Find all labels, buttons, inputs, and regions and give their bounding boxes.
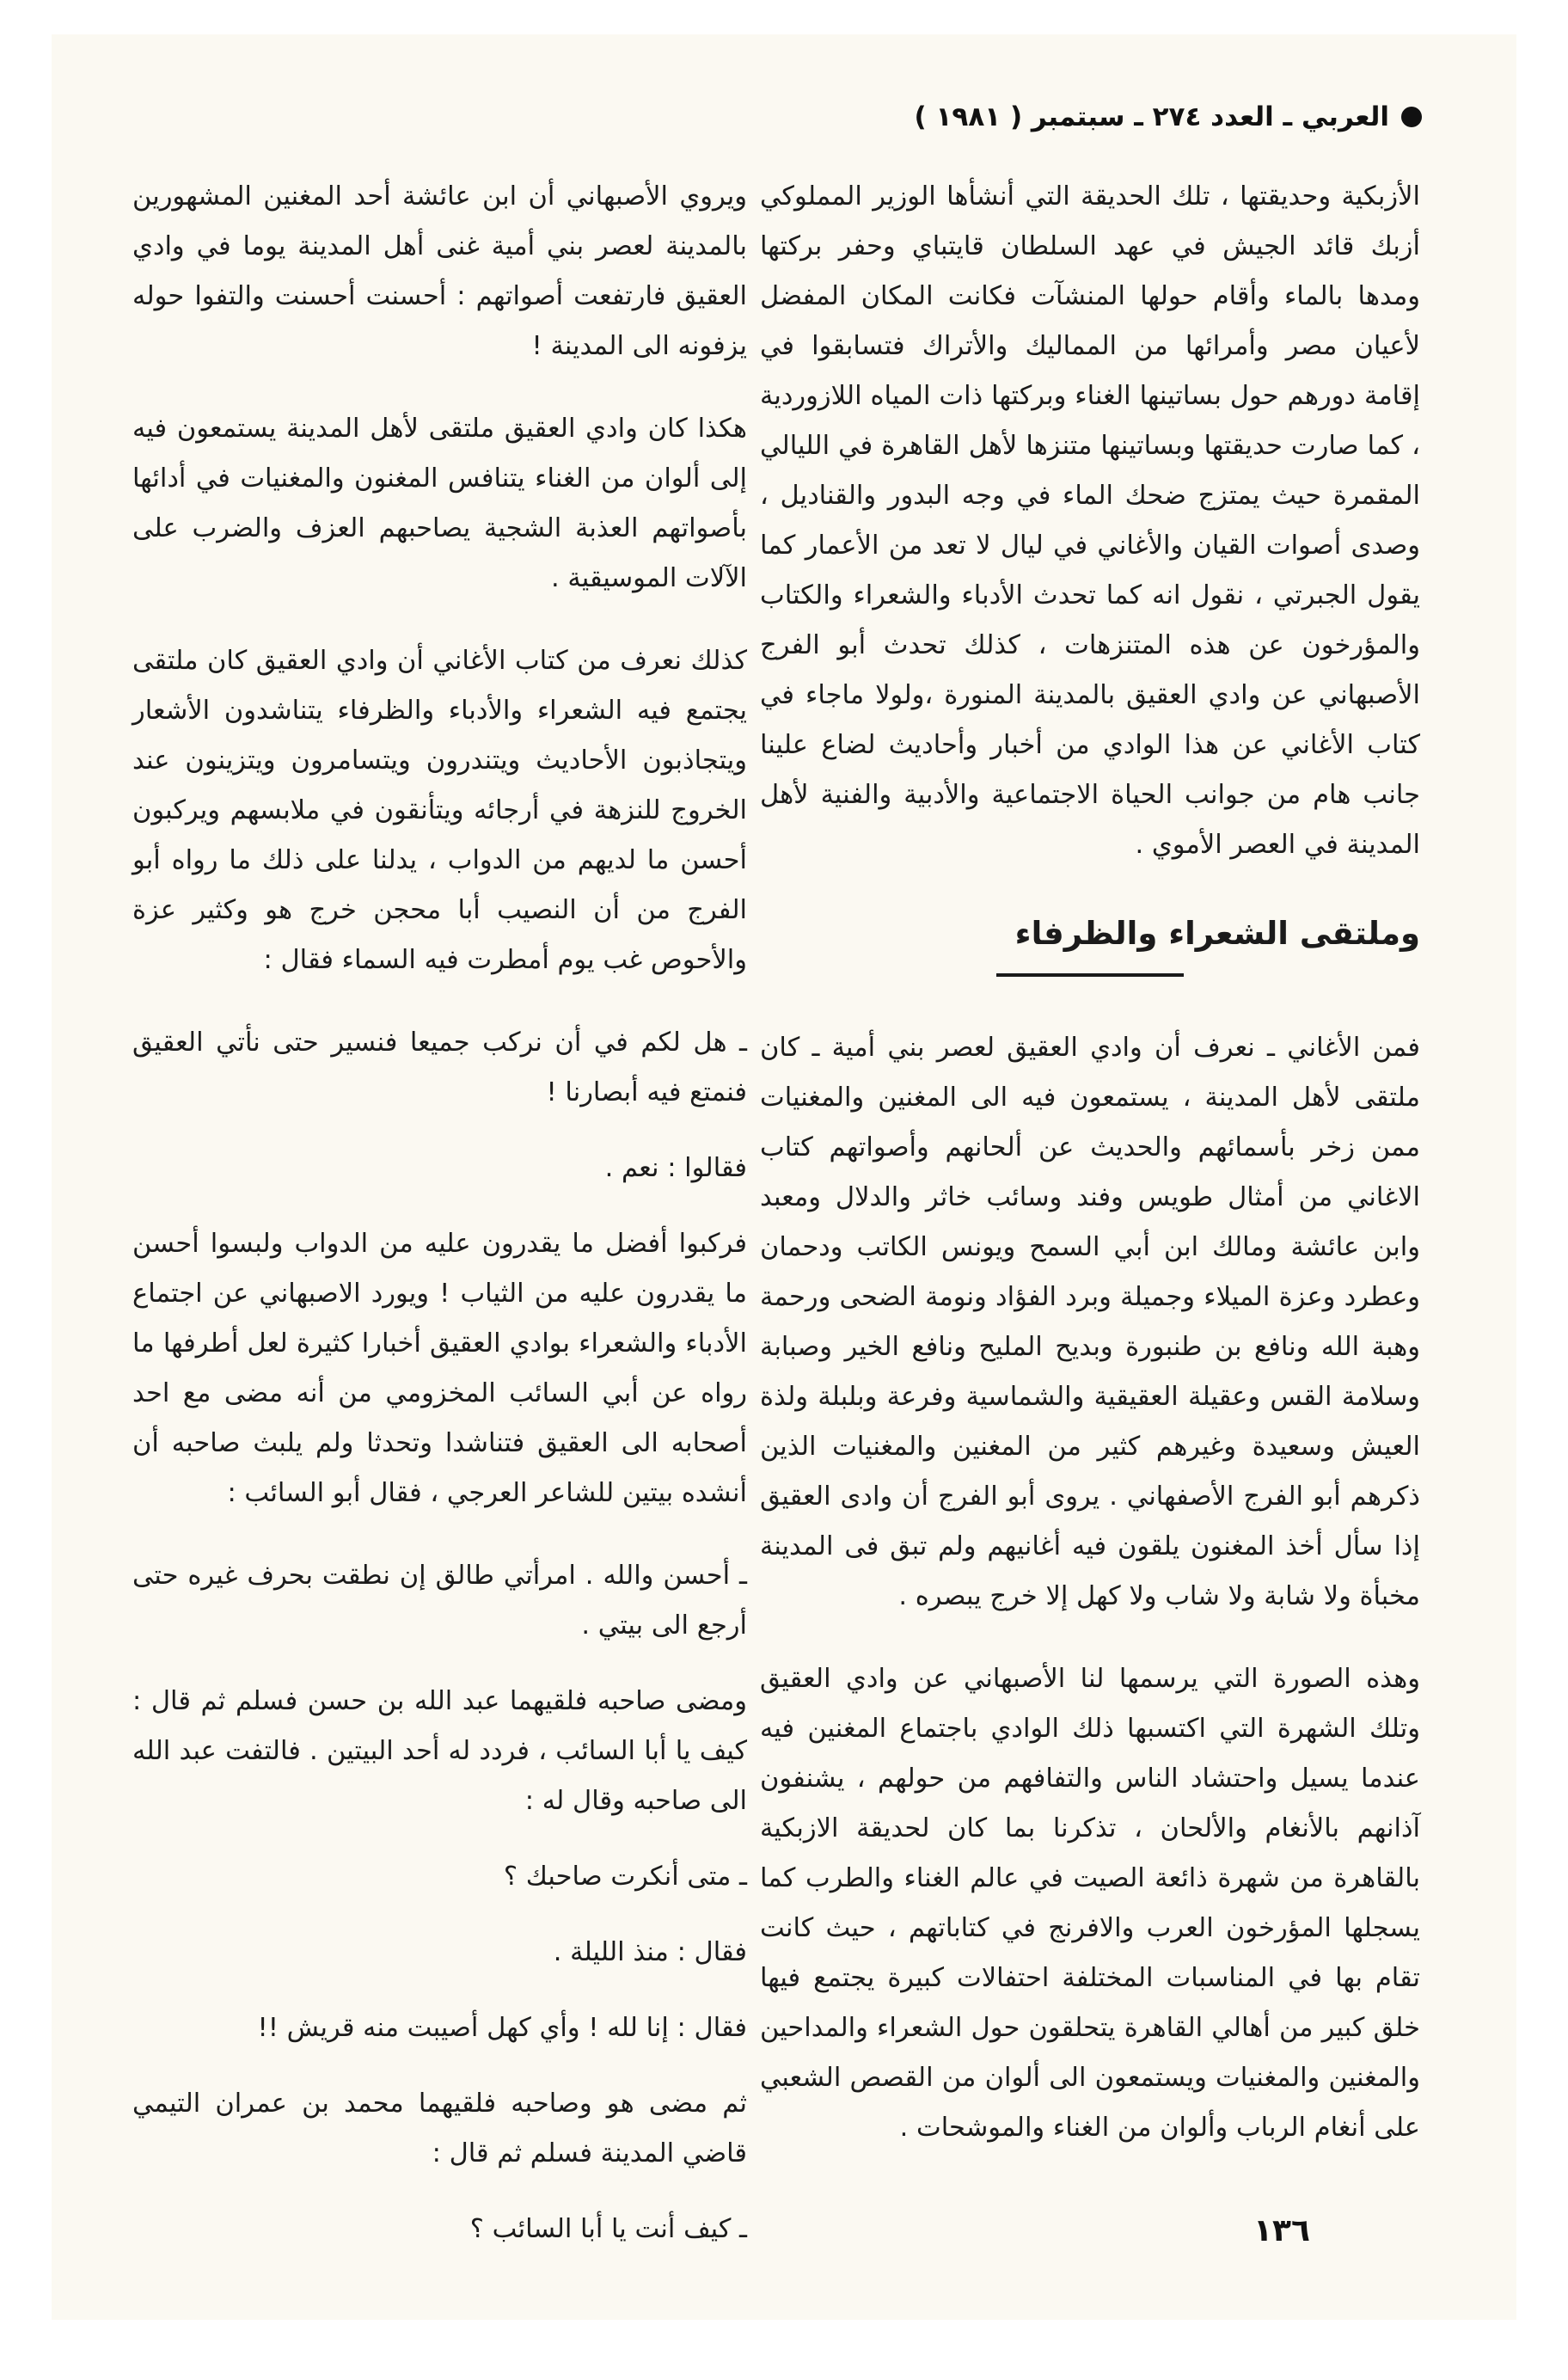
paragraph: هكذا كان وادي العقيق ملتقى لأهل المدينة يستمعون فيه إلى ألوان من الغناء يتنافس المغنون والمغنيات في أدائها بأصواتهم العذبة الشجية يصاحبهم العزف والضرب على الآلات الموسيقية . xyxy=(132,414,747,593)
left-column xyxy=(132,172,747,2280)
page-margin-left xyxy=(0,0,52,2380)
bullet-icon xyxy=(1401,107,1422,127)
page-margin-right xyxy=(1516,0,1568,2380)
dialogue-line: ـ كيف أنت يا أبا السائب ؟ xyxy=(469,2214,747,2244)
paragraph: كذلك نعرف من كتاب الأغاني أن وادي العقيق كان ملتقى يجتمع فيه الشعراء والأدباء والظرفاء يتناشدون الأشعار ويتجاذبون الأحاديث ويتندرون ويتسامرون ويتزينون عند الخروج للنزهة في أرجائه ويتأنقون في ملابسهم ويركبون أحسن ما لديهم من الدواب ، يدلنا على ذلك ما رواه أبو الفرج من أن النصيب أبا محجن خرج هو وكثير عزة والأحوص غب يوم أمطرت فيه السماء فقال : xyxy=(132,646,747,975)
page-margin-bottom xyxy=(0,2320,1568,2380)
dialogue-line: ـ أحسن والله . امرأتي طالق إن نطقت بحرف غيره حتى أرجع الى بيتي . xyxy=(132,1561,747,1641)
right-column xyxy=(760,172,1420,2186)
dialogue-line: ـ متى أنكرت صاحبك ؟ xyxy=(503,1862,747,1892)
running-header xyxy=(915,101,1422,132)
page-margin-top xyxy=(0,0,1568,34)
dialogue-line: فقالوا : نعم . xyxy=(604,1153,747,1183)
header-text: العربي ـ العدد ٢٧٤ ـ سبتمبر ( ١٩٨١ ) xyxy=(914,101,1389,132)
section-title: وملتقى الشعراء والظرفاء xyxy=(1014,915,1420,952)
section-title-rule xyxy=(996,973,1184,977)
dialogue-line: ـ هل لكم في أن نركب جميعا فنسير حتى نأتي العقيق فنمتع فيه أبصارنا ! xyxy=(132,1027,747,1107)
page-number: ١٣٦ xyxy=(1253,2213,1310,2248)
paragraph: الأزبكية وحديقتها ، تلك الحديقة التي أنشأها الوزير المملوكي أزبك قائد الجيش في عهد السلطان قايتباي وحفر بركتها ومدها بالماء وأقام حولها المنشآت فكانت المكان المفضل لأعيان مصر وأمرائها من المماليك والأتراك فتسابقوا في إقامة دورهم حول بساتينها الغناء وبركتها ذات المياه اللازوردية ، كما صارت حديقتها وبساتينها متنزها لأهل القاهرة في الليالي المقمرة حيث يمتزج ضحك الماء في وجه البدور والقناديل ، وصدى أصوات القيان والأغاني في ليال لا تعد من الأعمار كما يقول الجبرتي ، نقول انه كما تحدث الأدباء والشعراء والكتاب والمؤرخون عن هذه المتنزهات ، كذلك تحدث أبو الفرج الأصبهاني عن وادي العقيق بالمدينة المنورة ،ولولا ماجاء في كتاب الأغاني عن هذا الوادي من أخبار وأحاديث لضاع علينا جانب هام من جوانب الحياة الاجتماعية والأدبية والفنية لأهل المدينة في العصر الأموي . xyxy=(760,181,1420,860)
paragraph: فمن الأغاني ـ نعرف أن وادي العقيق لعصر بني أمية ـ كان ملتقى لأهل المدينة ، يستمعون فيه الى المغنين والمغنيات ممن زخر بأسمائهم والحديث عن ألحانهم وأصواتهم كتاب الاغاني من أمثال طويس وفند وسائب خاثر والدلال ومعبد وابن عائشة ومالك ابن أبي السمح ويونس الكاتب ودحمان وعطرد وعزة الميلاء وجميلة وبرد الفؤاد ونومة الضحى ورحمة وهبة الله ونافع بن طنبورة وبديح المليح ونافع الخير وصبابة وسلامة القس وعقيلة العقيقية والشماسية وفرعة وبلبلة ولذة العيش وسعيدة وغيرهم كثير من المغنين والمغنيات الذين ذكرهم أبو الفرج الأصفهاني . يروى أبو الفرج أن وادى العقيق إذا سأل أخذ المغنون يلقون فيه أغانيهم ولم تبق فى المدينة مخبأة ولا شابة ولا شاب ولا كهل إلا خرج يبصره . xyxy=(760,1033,1420,1611)
dialogue-line: فقال : إنا لله ! وأي كهل أصيبت منه قريش !! xyxy=(257,2013,747,2043)
paragraph: ومضى صاحبه فلقيهما عبد الله بن حسن فسلم ثم قال : كيف يا أبا السائب ، فردد له أحد البيتين . فالتفت عبد الله الى صاحبه وقال له : xyxy=(132,1686,747,1816)
paragraph: وهذه الصورة التي يرسمها لنا الأصبهاني عن وادي العقيق وتلك الشهرة التي اكتسبها ذلك الوادي باجتماع المغنين فيه عندما يسيل واحتشاد الناس والتفافهم من حولهم ، يشنفون آذانهم بالأنغام والألحان ، تذكرنا بما كان لحديقة الازبكية بالقاهرة من شهرة ذائعة الصيت في عالم الغناء والطرب كما يسجلها المؤرخون العرب والافرنج في كتاباتهم ، حيث كانت تقام بها في المناسبات المختلفة احتفالات كبيرة يجتمع فيها خلق كبير من أهالي القاهرة يتحلقون حول الشعراء والمداحين والمغنين والمغنيات ويستمعون الى ألوان من القصص الشعبي على أنغام الرباب وألوان من الغناء والموشحات . xyxy=(760,1664,1420,2143)
paragraph: ثم مضى هو وصاحبه فلقيهما محمد بن عمران التيمي قاضي المدينة فسلم ثم قال : xyxy=(132,2089,747,2168)
dialogue-line: فقال : منذ الليلة . xyxy=(553,1937,747,1967)
paragraph: ويروي الأصبهاني أن ابن عائشة أحد المغنين المشهورين بالمدينة لعصر بني أمية غنى أهل المدينة يوما في وادي العقيق فارتفعت أصواتهم : أحسنت أحسنت والتفوا حوله يزفونه الى المدينة ! xyxy=(132,181,747,361)
paragraph: فركبوا أفضل ما يقدرون عليه من الدواب ولبسوا أحسن ما يقدرون عليه من الثياب ! ويورد الاصبهاني عن اجتماع الأدباء والشعراء بوادي العقيق أخبارا كثيرة لعل أطرفها ما رواه عن أبي السائب المخزومي من أنه مضى مع احد أصحابه الى العقيق فتناشدا وتحدثا ولم يلبث صاحبه أن أنشده بيتين للشاعر العرجي ، فقال أبو السائب : xyxy=(132,1229,747,1508)
